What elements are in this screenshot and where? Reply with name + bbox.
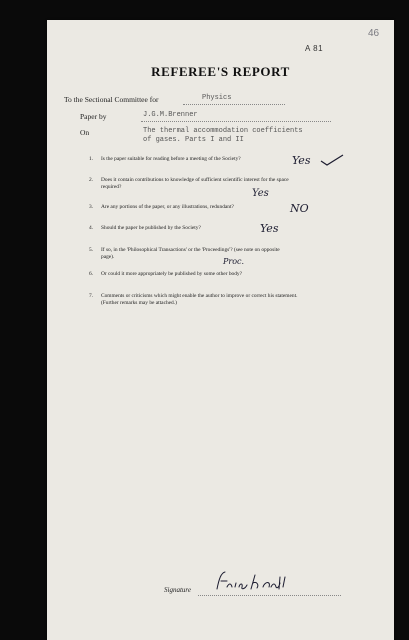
question-number: 3. <box>89 204 94 210</box>
question-6 <box>89 271 339 278</box>
reference-code: A 81 <box>305 44 324 53</box>
question-4 <box>89 225 339 232</box>
question-text: Should the paper be published by the Society? <box>101 225 201 231</box>
answer-5: Proc. <box>223 257 245 266</box>
question-5 <box>89 247 339 261</box>
question-text: Are any portions of the paper, or any illustrations, redundant? <box>101 204 234 210</box>
question-2 <box>89 177 339 191</box>
archive-number: 46 <box>368 28 380 39</box>
question-text: Or could it more appropriately be published by some other body? <box>101 271 243 277</box>
question-number: 6. <box>89 271 94 277</box>
question-text: Does it contain contributions to knowledge of sufficient scientific interest for the space <box>101 177 289 183</box>
question-text: If so, in the 'Philosophical Transactions' or the 'Proceedings'? (see note on opposite <box>101 247 280 253</box>
question-number: 2. <box>89 177 94 183</box>
question-text-continued: (Further remarks may be attached.) <box>101 300 177 306</box>
question-number: 5. <box>89 247 94 253</box>
committee-value: Physics <box>202 94 232 102</box>
question-number: 1. <box>89 156 94 162</box>
handwritten-signature <box>213 569 293 595</box>
question-7 <box>89 293 349 307</box>
checkmark-icon <box>319 153 345 167</box>
answer-1: Yes <box>292 154 311 167</box>
on-value-line1: The thermal accommodation coefficients <box>143 127 303 135</box>
question-text: Is the paper suitable for reading before a meeting of the Society? <box>101 156 241 162</box>
page-title: REFEREE'S REPORT <box>151 64 290 79</box>
answer-2: Yes <box>252 188 269 199</box>
on-value-line2: of gases. Parts I and II <box>143 136 244 144</box>
paper-by-value: J.G.M.Brenner <box>143 111 198 119</box>
question-text-continued: page). <box>101 254 115 260</box>
report-sheet <box>47 20 394 640</box>
answer-4: Yes <box>260 222 279 235</box>
question-text-continued: required? <box>101 184 122 190</box>
question-number: 4. <box>89 225 94 231</box>
signature-dotted-line <box>198 595 341 596</box>
on-label: On <box>80 128 90 137</box>
committee-dotted-line <box>183 104 285 105</box>
paper-by-dotted-line <box>141 121 331 122</box>
question-number: 7. <box>89 293 94 299</box>
answer-3: NO <box>290 202 309 215</box>
paper-by-label: Paper by <box>80 112 107 121</box>
signature-label: Signature <box>164 586 191 594</box>
question-text: Comments or criticisms which might enable the author to improve or correct his statement. <box>101 293 298 299</box>
committee-label: To the Sectional Committee for <box>64 95 159 104</box>
